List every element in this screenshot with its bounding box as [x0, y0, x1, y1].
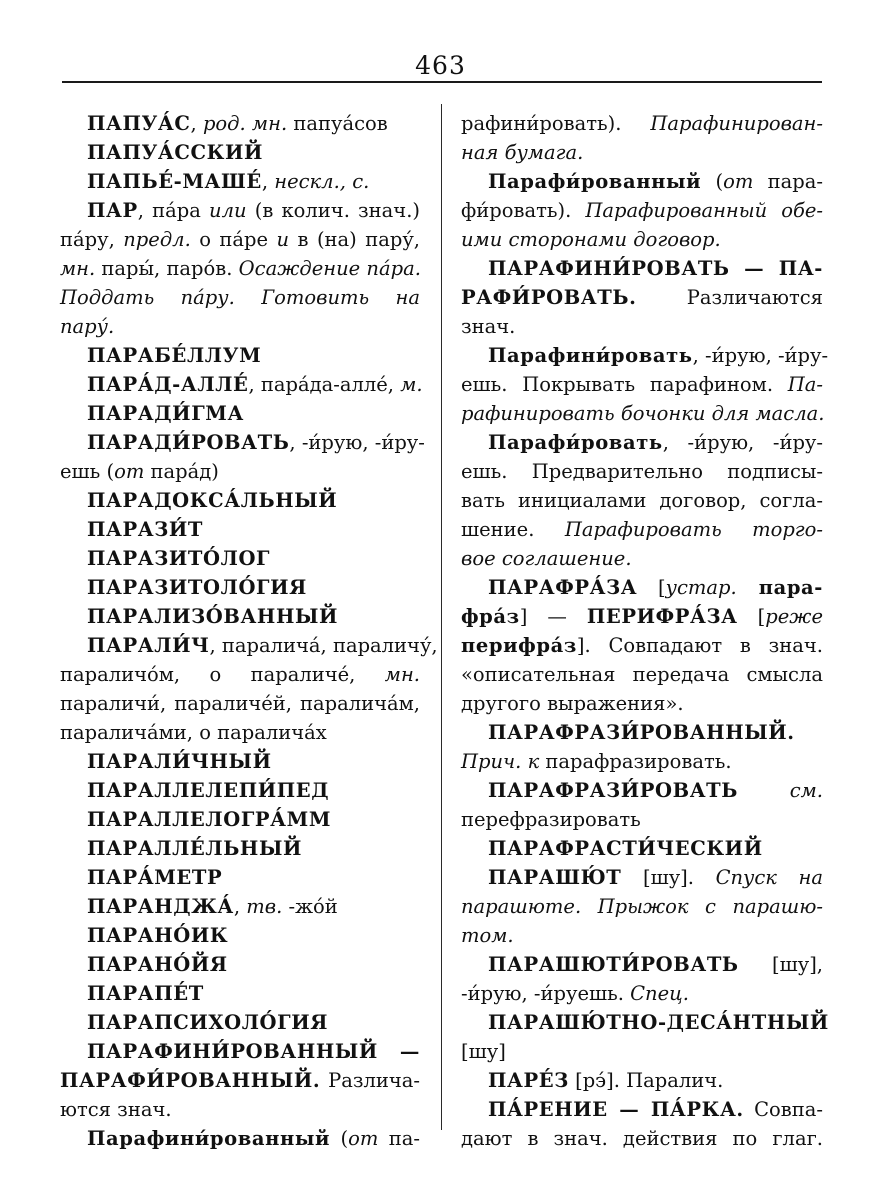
body-text: , — [190, 112, 203, 135]
headword-text: фра́з — [461, 605, 520, 628]
text-line — [461, 863, 823, 892]
text-line — [461, 573, 823, 602]
body-text: [ — [637, 576, 666, 599]
text-line — [461, 1037, 823, 1066]
headword-text: Парафи́рованный — [488, 170, 702, 193]
body-text: , — [233, 895, 247, 918]
text-line — [60, 660, 420, 689]
italic-text: Прич. к — [461, 750, 540, 773]
text-line — [60, 544, 420, 573]
body-text: , -и́рую, -и́ру- — [662, 431, 823, 454]
headword-text: ПАР — [87, 199, 138, 222]
text-line — [461, 1066, 823, 1095]
text-line — [60, 950, 420, 979]
body-text: ( — [330, 1127, 349, 1150]
italic-text: Спуск на — [715, 866, 823, 889]
body-text: шение. — [461, 518, 565, 541]
headword-text: ПАРАПЕ́Т — [87, 982, 204, 1005]
headword-text: ПАПУА́С — [87, 112, 191, 135]
headword-text: ПАРАДИ́ГМА — [87, 402, 244, 425]
text-line — [60, 1066, 420, 1095]
text-line — [461, 747, 823, 776]
body-text: [ — [737, 605, 766, 628]
text-line — [461, 1095, 823, 1124]
body-text: пара- — [753, 170, 823, 193]
body-text: параличо́м, о параличе́, — [60, 663, 385, 686]
body-text: вать инициалами договор, согла- — [461, 489, 823, 512]
headword-text: ПАРАФРАСТИ́ЧЕСКИЙ — [488, 837, 763, 860]
body-text: паралича́ми, о паралича́х — [60, 721, 327, 744]
body-text: , -и́рую, -и́ру- — [289, 431, 425, 454]
text-line — [60, 573, 420, 602]
body-text: , па́ра — [137, 199, 210, 222]
text-line — [60, 196, 420, 225]
body-text: в (на) пару́, — [289, 228, 420, 251]
body-text: ются знач. — [60, 1098, 172, 1121]
text-line — [60, 631, 438, 660]
body-text — [738, 779, 790, 802]
text-line — [60, 138, 420, 167]
page-number: 463 — [415, 51, 466, 80]
italic-text: Парафированный обе- — [585, 199, 824, 222]
italic-text: реже — [765, 605, 823, 628]
text-line — [461, 486, 823, 515]
body-text: другого выражения». — [461, 692, 684, 715]
text-line — [60, 341, 420, 370]
body-text: , паралича́, параличу́, — [209, 634, 438, 657]
text-line — [60, 863, 420, 892]
body-text: о па́ре — [190, 228, 277, 251]
headword-text: ПАРАЛЛЕ́ЛЬНЫЙ — [87, 837, 303, 860]
text-line — [60, 312, 420, 341]
headword-text: ПАРАЛИ́ЧНЫЙ — [87, 750, 272, 773]
left-column — [60, 109, 438, 1153]
headword-text: ПАРАЗИТО́ЛОГ — [87, 547, 271, 570]
headword-text: пара- — [736, 576, 823, 599]
body-text: ешь. Покрывать парафином. — [461, 373, 788, 396]
text-line — [461, 602, 823, 631]
body-text: [шу]. — [621, 866, 716, 889]
text-line — [461, 979, 823, 1008]
headword-text: ПАРАПСИХОЛО́ГИЯ — [87, 1011, 329, 1034]
italic-text: вое соглашение. — [461, 547, 632, 570]
headword-text: ПАРАФРАЗИ́РОВАТЬ — [488, 779, 738, 802]
text-line — [461, 805, 823, 834]
headword-text: ПАРАФИНИ́РОВАННЫЙ — — [87, 1040, 420, 1063]
italic-text: род. мн. — [202, 112, 288, 135]
text-line — [60, 457, 420, 486]
italic-text: Парафировать торго- — [564, 518, 823, 541]
headword-text: Парафини́ровать — [488, 344, 693, 367]
text-line — [60, 167, 420, 196]
text-line — [60, 399, 420, 428]
italic-text: м. — [400, 373, 423, 396]
headword-text: ПАРА́МЕТР — [87, 866, 223, 889]
headword-text: ПАРЕ́З — [488, 1069, 569, 1092]
right-column — [461, 109, 829, 1153]
text-line — [60, 428, 425, 457]
body-text: [рэ́]. Паралич. — [568, 1069, 724, 1092]
headword-text: ПАПЬЕ́-МАШЕ́ — [87, 170, 262, 193]
text-line — [461, 950, 823, 979]
italic-text: мн. — [384, 663, 420, 686]
body-text: [шу] — [461, 1040, 506, 1063]
column-divider — [441, 104, 442, 1130]
text-line — [461, 283, 823, 312]
text-line — [461, 718, 823, 747]
text-line — [60, 602, 420, 631]
text-line — [60, 747, 420, 776]
italic-text: от — [114, 460, 145, 483]
italic-text: нескл., с. — [274, 170, 370, 193]
body-text: -и́рую, -и́руешь. — [461, 982, 631, 1005]
text-line — [60, 486, 420, 515]
text-line — [60, 1008, 420, 1037]
body-text: Различа- — [320, 1069, 420, 1092]
text-line — [461, 776, 823, 805]
italic-text: пару́. — [60, 315, 115, 338]
headword-text: ПАРАЛЛЕЛЕПИ́ПЕД — [87, 779, 330, 802]
headword-text: ПАРАШЮ́Т — [488, 866, 622, 889]
text-line — [461, 341, 829, 370]
text-line — [461, 312, 823, 341]
text-line — [60, 1124, 420, 1153]
body-text: , -и́рую, -и́ру- — [692, 344, 829, 367]
italic-text: Спец. — [630, 982, 689, 1005]
body-text: па́ру, — [60, 228, 124, 251]
headword-text: ПАРАШЮ́ТНО-ДЕСА́НТНЫЙ — [488, 1011, 829, 1034]
italic-text: см. — [789, 779, 823, 802]
headword-text: ПАРАФИ́РОВАННЫЙ. — [60, 1069, 321, 1092]
body-text: рафини́ровать). — [461, 112, 651, 135]
body-text: дают в знач. действия по глаг. — [461, 1127, 823, 1150]
headword-text: ПАРАЛИЗО́ВАННЫЙ — [87, 605, 339, 628]
text-line — [461, 138, 823, 167]
text-line — [461, 109, 823, 138]
headword-text: ПАРАДИ́РОВАТЬ — [87, 431, 290, 454]
headword-text: ПАРАЗИ́Т — [87, 518, 204, 541]
body-text: «описательная передача смысла — [461, 663, 823, 686]
body-text: перефразировать — [461, 808, 641, 831]
body-text: ]. Совпадают в знач. — [576, 634, 823, 657]
body-text: знач. — [461, 315, 516, 338]
body-text: ] — — [519, 605, 587, 628]
body-text: (в колич. знач.) — [246, 199, 421, 222]
italic-text: парашюте. Прыжок с парашю- — [461, 895, 823, 918]
headword-text: ПАРАДОКСА́ЛЬНЫЙ — [87, 489, 338, 512]
italic-text: Парафинирован- — [650, 112, 823, 135]
text-line — [461, 428, 823, 457]
headword-text: ПАРАНДЖА́ — [87, 895, 234, 918]
headword-text: перифра́з — [461, 634, 577, 657]
headword-text: ПАРАБЕ́ЛЛУМ — [87, 344, 262, 367]
body-text: , — [261, 170, 275, 193]
body-text: Совпа- — [743, 1098, 823, 1121]
italic-text: рафинировать бочонки для масла. — [461, 402, 825, 425]
body-text: парафразировать. — [539, 750, 732, 773]
italic-text: мн. — [60, 257, 96, 280]
body-text: ешь ( — [60, 460, 115, 483]
text-line — [461, 254, 823, 283]
italic-text: ими сторонами договор. — [461, 228, 721, 251]
text-line — [60, 254, 420, 283]
text-line — [461, 399, 823, 428]
text-line — [60, 109, 420, 138]
headword-text: ПАРАНО́ИК — [87, 924, 229, 947]
text-line — [60, 689, 420, 718]
text-line — [60, 283, 420, 312]
body-text: папуа́сов — [287, 112, 388, 135]
headword-text: ПАРАШЮТИ́РОВАТЬ — [488, 953, 739, 976]
text-line — [60, 805, 420, 834]
headword-text: РАФИ́РОВАТЬ. — [461, 286, 637, 309]
text-line — [461, 196, 823, 225]
text-line — [60, 718, 420, 747]
text-line — [60, 1095, 420, 1124]
text-line — [60, 370, 423, 399]
body-text: , пара́да-алле́, — [248, 373, 401, 396]
italic-text: ная бумага. — [461, 141, 584, 164]
text-line — [461, 457, 823, 486]
headword-text: ПАРАЛИ́Ч — [87, 634, 210, 657]
text-line — [461, 689, 823, 718]
headword-text: ПА́РЕНИЕ — ПА́РКА. — [488, 1098, 744, 1121]
text-line — [461, 1008, 829, 1037]
text-line — [461, 892, 823, 921]
text-line — [60, 921, 420, 950]
italic-text: тв. — [246, 895, 283, 918]
italic-text: Поддать па́ру. Готовить на — [60, 286, 420, 309]
headword-text: ПЕРИФРА́ЗА — [586, 605, 738, 628]
text-line — [60, 776, 420, 805]
text-line — [60, 892, 420, 921]
body-text: фи́ровать). — [461, 199, 586, 222]
body-text: пары́, паро́в. — [95, 257, 239, 280]
italic-text: Па- — [787, 373, 823, 396]
headword-text: ПАРАНО́ЙЯ — [87, 953, 228, 976]
text-line — [461, 225, 823, 254]
italic-text: том. — [461, 924, 514, 947]
headword-text: ПАРАФИНИ́РОВАТЬ — ПА- — [488, 257, 823, 280]
text-line — [461, 631, 823, 660]
body-text: пара́д) — [144, 460, 219, 483]
italic-text: от — [723, 170, 754, 193]
text-line — [461, 660, 823, 689]
header-rule — [62, 81, 822, 83]
italic-text: или — [209, 199, 247, 222]
italic-text: и — [276, 228, 290, 251]
text-line — [60, 225, 420, 254]
headword-text: ПАРАЛЛЕЛОГРА́ММ — [87, 808, 331, 831]
text-line — [461, 544, 823, 573]
text-line — [60, 834, 420, 863]
headword-text: ПАРАФРА́ЗА — [488, 576, 638, 599]
italic-text: предл. — [123, 228, 191, 251]
headword-text: Парафи́ровать — [488, 431, 663, 454]
text-line — [60, 515, 420, 544]
italic-text: устар. — [665, 576, 737, 599]
text-line — [461, 370, 823, 399]
headword-text: ПАПУА́ССКИЙ — [87, 141, 264, 164]
body-text: параличи́, параличе́й, паралича́м, — [60, 692, 420, 715]
text-line — [461, 167, 823, 196]
italic-text: от — [348, 1127, 379, 1150]
text-line — [461, 921, 823, 950]
italic-text: Осаждение па́ра. — [238, 257, 421, 280]
body-text: ( — [701, 170, 724, 193]
text-line — [461, 834, 823, 863]
headword-text: Парафини́рованный — [87, 1127, 331, 1150]
body-text: па- — [378, 1127, 420, 1150]
text-line — [60, 979, 420, 1008]
headword-text: ПАРА́Д-АЛЛЕ́ — [87, 373, 249, 396]
text-line — [461, 515, 823, 544]
body-text: ешь. Предварительно подписы- — [461, 460, 823, 483]
body-text: Различаются — [636, 286, 823, 309]
text-line — [60, 1037, 420, 1066]
body-text: -жо́й — [282, 895, 338, 918]
headword-text: ПАРАЗИТОЛО́ГИЯ — [87, 576, 307, 599]
headword-text: ПАРАФРАЗИ́РОВАННЫЙ. — [488, 721, 795, 744]
body-text: [шу], — [738, 953, 823, 976]
text-line — [461, 1124, 823, 1153]
